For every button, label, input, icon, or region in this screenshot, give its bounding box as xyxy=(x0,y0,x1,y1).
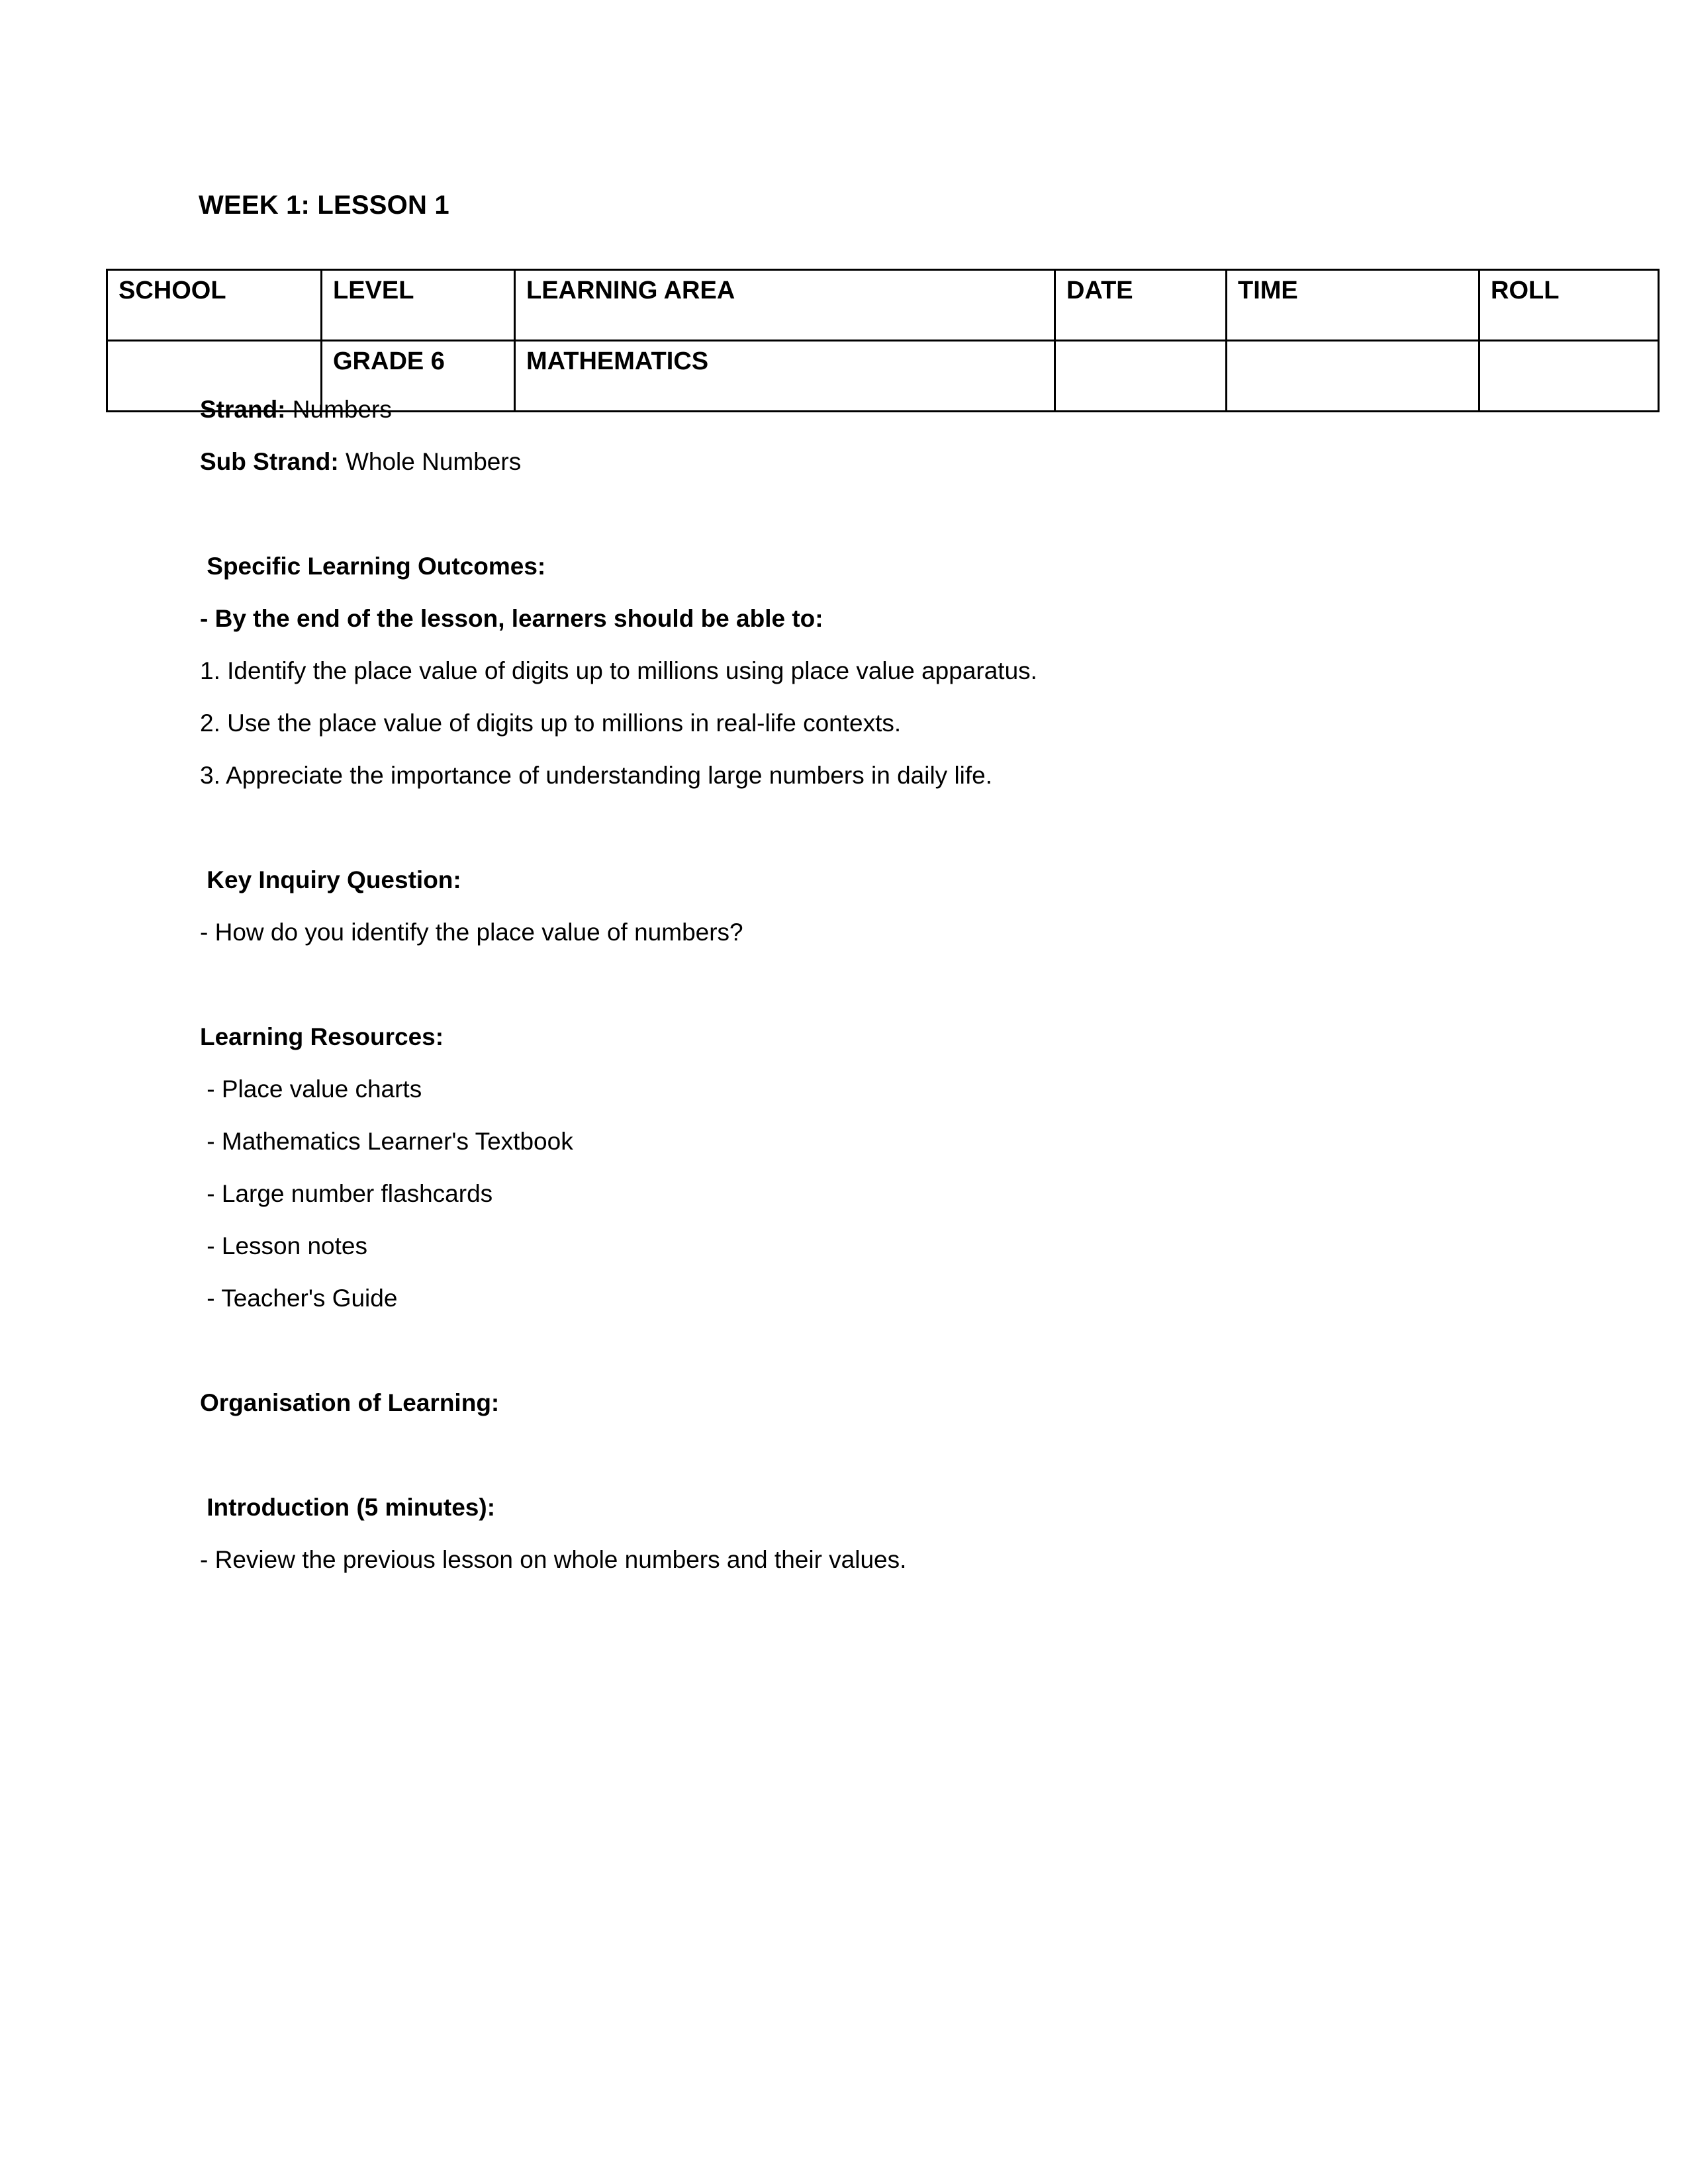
spacer-5 xyxy=(200,1443,1590,1495)
learning-resource-item-4: - Lesson notes xyxy=(200,1232,367,1259)
key-inquiry-question-heading: Key Inquiry Question: xyxy=(200,866,461,893)
outcome-item-2: 2. Use the place value of digits up to millions in real-life contexts. xyxy=(200,709,902,737)
value-cell-learning-area: MATHEMATICS xyxy=(515,341,1055,412)
strand-line xyxy=(200,397,1590,449)
spacer-3 xyxy=(200,972,1590,1024)
table-row-headers xyxy=(107,270,1659,341)
header-cell-level: LEVEL xyxy=(322,270,515,341)
introduction-heading: Introduction (5 minutes): xyxy=(200,1494,496,1521)
value-cell-level: GRADE 6 xyxy=(322,341,515,412)
sub-strand-label: Sub Strand: xyxy=(200,448,339,475)
header-cell-time: TIME xyxy=(1227,270,1479,341)
outcomes-lead-in: - By the end of the lesson, learners should be able to: xyxy=(200,605,823,632)
learning-resources-heading: Learning Resources: xyxy=(200,1023,444,1050)
strand-label: Strand: xyxy=(200,396,286,423)
sub-strand-value: Whole Numbers xyxy=(338,448,522,475)
header-cell-school: SCHOOL xyxy=(107,270,322,341)
spacer-2 xyxy=(200,815,1590,868)
lesson-body xyxy=(200,397,1590,1600)
learning-resource-item-1: - Place value charts xyxy=(200,1075,422,1103)
learning-resource-item-5: - Teacher's Guide xyxy=(200,1285,398,1312)
spacer-4 xyxy=(200,1338,1590,1390)
header-cell-roll: ROLL xyxy=(1479,270,1659,341)
page-title: WEEK 1: LESSON 1 xyxy=(199,191,449,220)
header-cell-date: DATE xyxy=(1055,270,1227,341)
lesson-info-table xyxy=(106,269,1660,412)
spacer-1 xyxy=(200,502,1590,554)
outcome-item-3: 3. Appreciate the importance of understanding large numbers in daily life. xyxy=(200,762,993,789)
specific-learning-outcomes-heading: Specific Learning Outcomes: xyxy=(200,553,546,580)
header-cell-learning-area: LEARNING AREA xyxy=(515,270,1055,341)
outcome-item-1: 1. Identify the place value of digits up to millions using place value apparatus. xyxy=(200,657,1037,684)
learning-resource-item-2: - Mathematics Learner's Textbook xyxy=(200,1128,573,1155)
sub-strand-line xyxy=(200,449,1590,502)
learning-resource-item-3: - Large number flashcards xyxy=(200,1180,493,1207)
organisation-of-learning-heading: Organisation of Learning: xyxy=(200,1389,500,1416)
strand-value: Numbers xyxy=(285,396,392,423)
introduction-item-1: - Review the previous lesson on whole numbers and their values. xyxy=(200,1546,907,1573)
key-inquiry-question-text: - How do you identify the place value of numbers? xyxy=(200,919,743,946)
